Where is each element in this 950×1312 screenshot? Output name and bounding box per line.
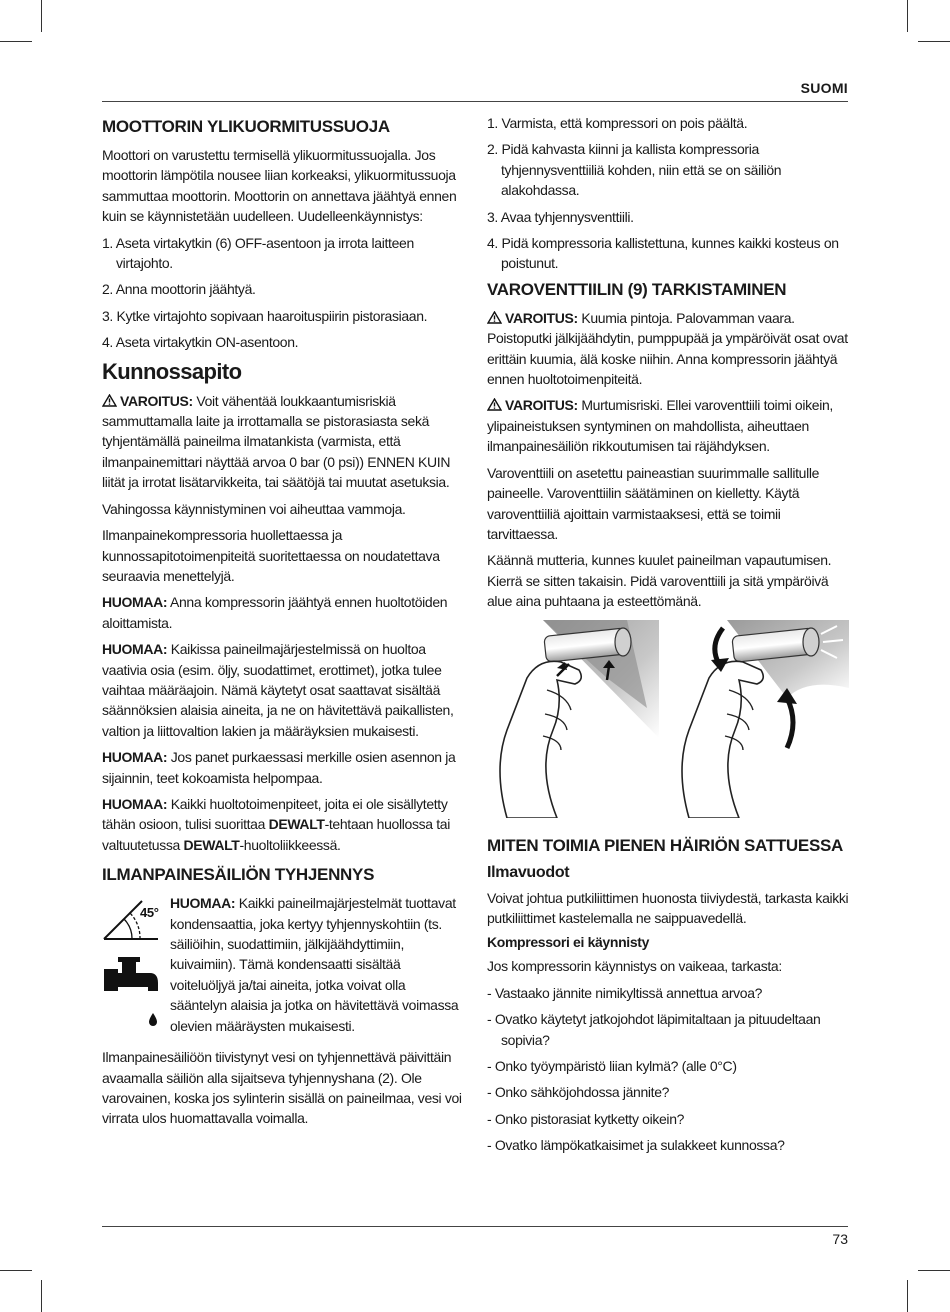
valve-warning <box>487 308 849 390</box>
note-label: HUOMAA: <box>170 895 236 912</box>
right-column <box>487 113 849 1162</box>
list-item: 2. Pidä kahvasta kiinni ja kallista kompressoria tyhjennysventtiiliä kohden, niin että se on säiliön alakohdassa. <box>487 141 782 199</box>
overload-title: MOOTTORIN YLIKUORMITUSSUOJA <box>102 117 390 136</box>
note-label: HUOMAA: <box>102 749 168 766</box>
crop-mark <box>907 1280 908 1312</box>
maintenance-warning <box>102 391 464 493</box>
list-item: - Onko pistorasiat kytketty oikein? <box>487 1110 685 1127</box>
left-column <box>102 113 464 1135</box>
valve-warning <box>487 395 849 456</box>
warning-label: VAROITUS: <box>505 309 578 326</box>
warning-text: Murtumisriski. Ellei varoventtiili toimi oikein, ylipaineistuksen syntyminen on mahdollista, aiheuttaen ilmanpainesäiliön rikkoutumisen tai räjähdyksen. <box>487 397 833 455</box>
note-text: Kaikki huoltotoimenpiteet, joita ei ole sisällytetty tähän osioon, tulisi suorittaa <box>102 795 448 833</box>
note-label: HUOMAA: <box>102 641 168 658</box>
leaks-title: Ilmavuodot <box>487 863 570 881</box>
brand-name: DEWALT <box>268 816 325 833</box>
list-item: - Ovatko käytetyt jatkojohdot läpimitaltaan ja pituudeltaan sopivia? <box>487 1011 821 1048</box>
tilt-angle-icon <box>102 893 170 961</box>
drain-steps <box>487 113 849 274</box>
note-label: HUOMAA: <box>102 795 168 812</box>
note <box>102 592 464 633</box>
trouble-title: MITEN TOIMIA PIENEN HÄIRIÖN SATTUESSA <box>487 835 843 855</box>
leaks-paragraph: Voivat johtua putkiliittimen huonosta tiiviydestä, tarkasta kaikki putkiliittimet kastelemalla ne saippuavedellä. <box>487 889 849 926</box>
note-text: Kaikki paineilmajärjestelmät tuottavat kondensaattia, joka kertyy tyhjennyskohtiin (ts. säiliöihin, suodattimiin, jälkijäähdyttimiin, kuivaimiin). Tämä kondensaatti sisältää voiteluöljyä ja/tai aineita, jotka voivat olla sääntelyn alaisia ja jotka on hävitettävä voimassa olevien määräysten mukaisesti. <box>170 895 459 1034</box>
crop-mark <box>907 0 908 32</box>
drain-icons <box>102 893 170 1043</box>
note-text: -tehtaan huollossa tai valtuutetussa <box>102 816 450 853</box>
list-item: 4. Aseta virtakytkin ON-asentoon. <box>102 334 299 351</box>
list-item: 1. Aseta virtakytkin (6) OFF-asentoon ja irrota laitteen virtajohto. <box>102 234 414 272</box>
language-label: SUOMI <box>800 80 848 96</box>
warning-label: VAROITUS: <box>120 392 193 409</box>
list-item: - Vastaako jännite nimikyltissä annettua arvoa? <box>487 984 763 1001</box>
warning-text: Voit vähentää loukkaantumisriskiä sammuttamalla laite ja irrottamalla se pistorasiasta sekä tyhjentämällä paineilma ilmatankista (varmista, että ilmanpainemittari näyttää arvoa 0 bar (0 psi)) ENNEN KUIN liität ja irrotat lisätarvikkeita, tai säätöjä tai muutat asetuksia. <box>102 392 451 491</box>
brand-name: DEWALT <box>183 836 240 853</box>
nostart-checks <box>487 983 849 1156</box>
note-text: Jos panet purkaessasi merkille osien asennon ja sijainnin, teet kokoamista helpompaa. <box>102 749 456 786</box>
crop-mark <box>0 1270 32 1271</box>
overload-steps <box>102 233 464 353</box>
note-text: Kaikissa paineilmajärjestelmissä on huoltoa vaativia osia (esim. öljy, suodattimet, erottimet), jotka tulee vaihtaa määräajoin. Nämä käytetyt osat saattavat sisältää säännöksien alaisia aineita, ja ne on hävitettävä paikallisten, valtion ja liittovaltion lakien ja määräyksien mukaisesti. <box>102 641 454 739</box>
note-label: HUOMAA: <box>102 594 168 611</box>
crop-mark <box>918 41 950 42</box>
nostart-intro: Jos kompressorin käynnistys on vaikeaa, tarkasta: <box>487 958 782 975</box>
hand-pulling-valve-illustration <box>487 618 849 818</box>
drain-note-box <box>102 893 464 1043</box>
crop-mark <box>41 0 42 32</box>
warning-triangle-icon <box>102 394 117 407</box>
note <box>102 639 464 741</box>
valve-paragraph: Käännä mutteria, kunnes kuulet paineilman vapautumisen. Kierrä se sitten takaisin. Pidä varoventtiili ja sitä ympäröivä alue aina puhtaana ja esteettömänä. <box>487 552 832 610</box>
valve-illustration <box>487 618 849 818</box>
warning-triangle-icon <box>487 311 502 324</box>
maintenance-paragraph: Ilmanpainekompressoria huollettaessa ja kunnossapitotoimenpiteitä suoritettaessa on noudatettava seuraavia menettelyjä. <box>102 527 440 584</box>
drain-paragraph: Ilmanpainesäiliöön tiivistynyt vesi on tyhjennettävä päivittäin avaamalla säiliön alla sijaitseva tyhjennyshana (2). Ole varovainen, koska jos sylinterin sisällä on paineilmaa, vesi voi virrata ulos huomattavalla voimalla. <box>102 1049 462 1127</box>
note-text: -huoltoliikkeessä. <box>239 836 341 853</box>
list-item: 1. Varmista, että kompressori on pois päältä. <box>487 115 748 131</box>
drain-tap-icon <box>102 955 170 1039</box>
footer-rule <box>102 1226 848 1227</box>
list-item: - Onko työympäristö liian kylmä? (alle 0°C) <box>487 1057 737 1074</box>
nostart-title: Kompressori ei käynnisty <box>487 934 649 951</box>
page-number: 73 <box>832 1231 848 1247</box>
valve-title: VAROVENTTIILIN (9) TARKISTAMINEN <box>487 279 787 299</box>
angle-label: 45° <box>140 905 159 921</box>
valve-paragraph: Varoventtiili on asetettu paineastian suurimmalle sallitulle paineelle. Varoventtiilin säätäminen on kielletty. Käytä varoventtiiliä ajoittain varmistaaksesi, että se toimii tarvittaessa. <box>487 464 820 542</box>
maintenance-title: Kunnossapito <box>102 358 242 384</box>
drain-title: ILMANPAINESÄILIÖN TYHJENNYS <box>102 865 375 885</box>
list-item: - Onko sähköjohdossa jännite? <box>487 1084 670 1101</box>
crop-mark <box>41 1280 42 1312</box>
crop-mark <box>0 41 32 42</box>
list-item: 4. Pidä kompressoria kallistettuna, kunnes kaikki kosteus on poistunut. <box>487 235 839 272</box>
note <box>102 794 464 855</box>
list-item: 3. Kytke virtajohto sopivaan haaroituspiirin pistorasiaan. <box>102 307 428 324</box>
list-item: 3. Avaa tyhjennysventtiili. <box>487 208 634 225</box>
maintenance-paragraph: Vahingossa käynnistyminen voi aiheuttaa vammoja. <box>102 500 406 517</box>
warning-label: VAROITUS: <box>505 397 578 414</box>
list-item: - Ovatko lämpökatkaisimet ja sulakkeet kunnossa? <box>487 1137 785 1154</box>
note-text: Anna kompressorin jäähtyä ennen huoltotöiden aloittamista. <box>102 594 448 631</box>
note <box>102 747 464 788</box>
crop-mark <box>918 1270 950 1271</box>
header-rule <box>102 101 848 102</box>
warning-triangle-icon <box>487 398 502 411</box>
list-item: 2. Anna moottorin jäähtyä. <box>102 281 256 298</box>
warning-text: Kuumia pintoja. Palovamman vaara. Poistoputki jälkijäähdytin, pumppupää ja ympäröivät osat ovat erittäin kuumia, älä koske niihin. Anna kompressorin jäähtyä ennen huoltotoimenpiteitä. <box>487 309 848 388</box>
drain-note <box>170 893 464 1043</box>
overload-intro: Moottori on varustettu termisellä ylikuormitussuojalla. Jos moottorin lämpötila nousee liian korkeaksi, ylikuormitussuoja sammuttaa moottorin. Moottorin on annettava jäähtyä ennen kuin se käynnistetään uudelleen. Uudelleenkäynnistys: <box>102 147 457 225</box>
